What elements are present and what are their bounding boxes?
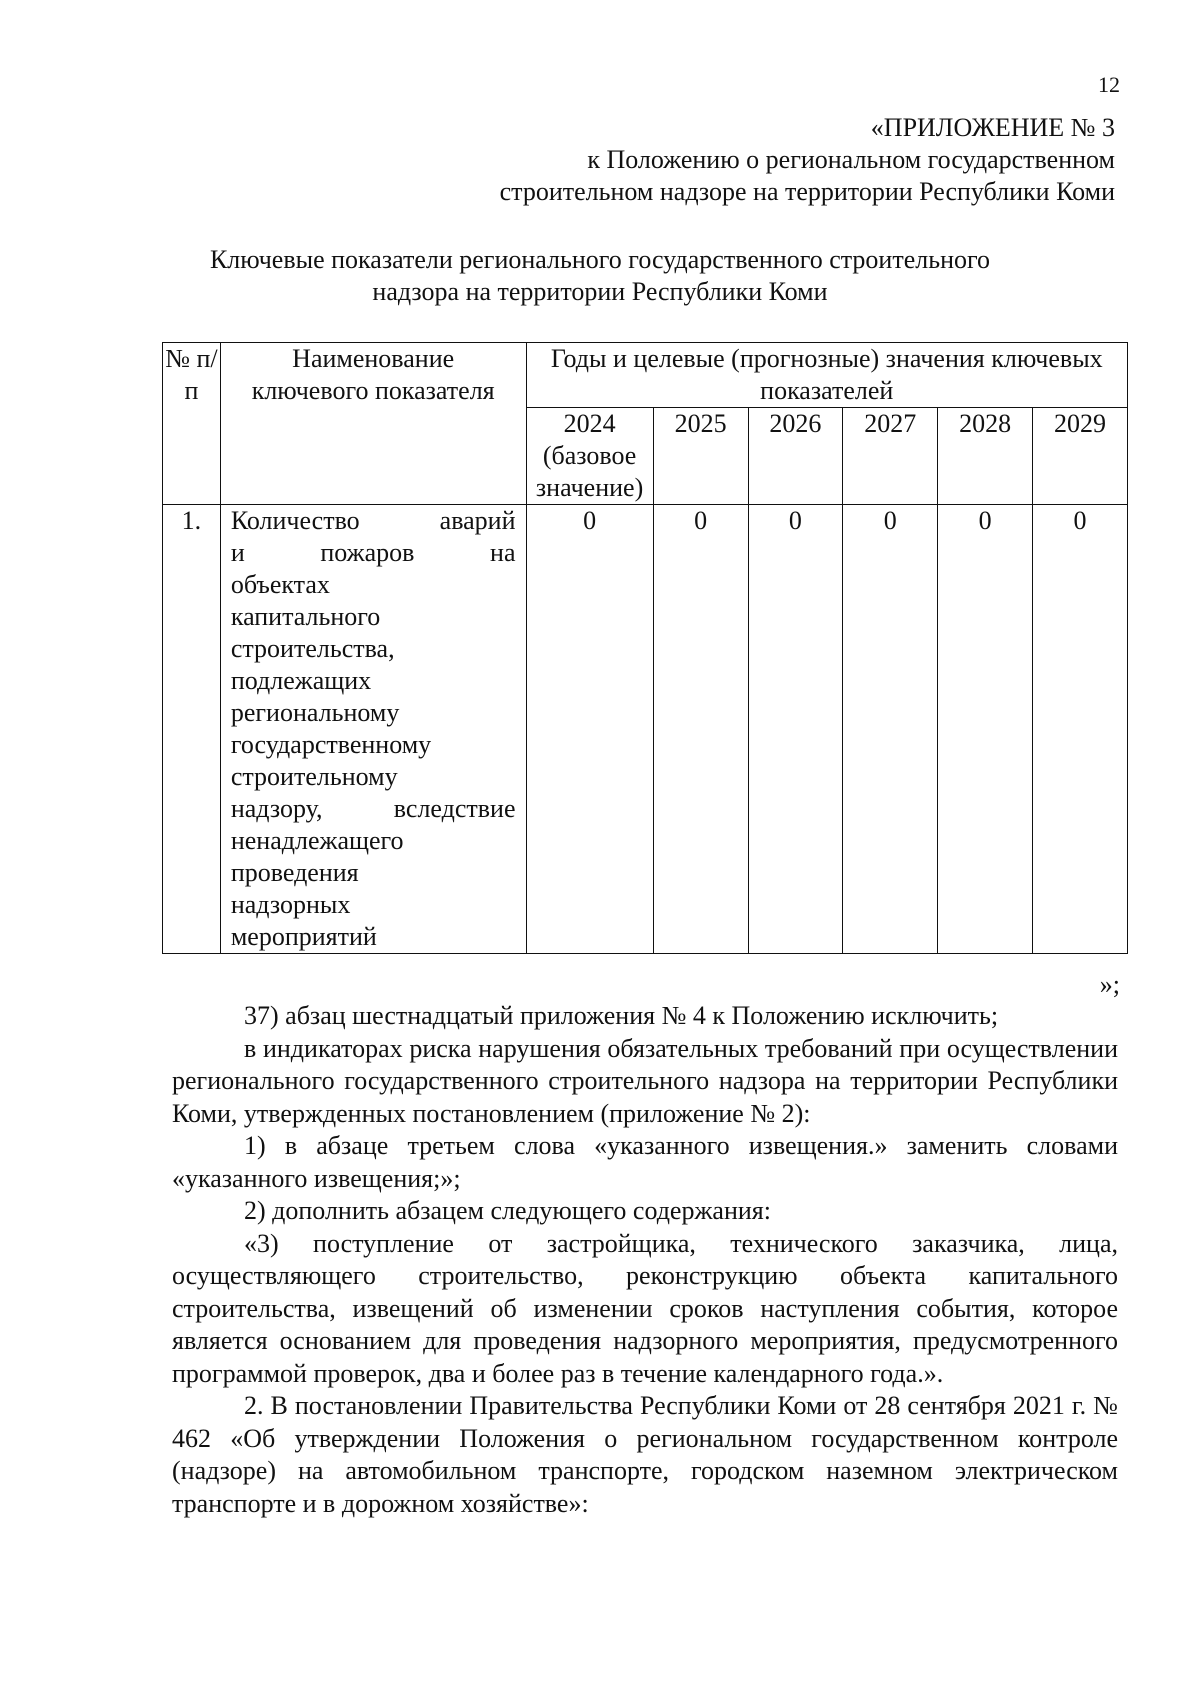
paragraph-item-3: «3) поступление от застройщика, технического заказчика, лица, осуществляющего строительство, реконструкцию объекта капитального строительства, извещений об изменении сроков наступления события, которое является основанием для проведения надзорного мероприятия, предусмотренного программой проверок, два и более раз в течение календарного года.».	[172, 1228, 1118, 1388]
table-row	[163, 505, 1128, 954]
indicator-name-line: надзору, вследствие	[230, 794, 516, 823]
appendix-line-1: «ПРИЛОЖЕНИЕ № 3	[870, 113, 1115, 142]
paragraph-risk-indicators: в индикаторах риска нарушения обязательных требований при осуществлении регионального государственного строительного надзора на территории Республики Коми, утвержденных постановлением (приложение № 2):	[172, 1033, 1118, 1128]
appendix-header	[500, 112, 1115, 208]
body-text	[172, 1000, 1118, 1520]
paragraph-37: 37) абзац шестнадцатый приложения № 4 к Положению исключить;	[244, 1001, 999, 1030]
paragraph-section-2: 2. В постановлении Правительства Республики Коми от 28 сентября 2021 г. № 462 «Об утверждении Положения о региональном государственном контроле (надзоре) на автомобильном транспорте, городском наземном электрическом транспорте и в дорожном хозяйстве»:	[172, 1391, 1118, 1518]
indicator-name-line: Количество аварий	[230, 506, 516, 535]
year-cell: 2029	[1033, 408, 1128, 505]
title-line-2: надзора на территории Республики Коми	[372, 277, 828, 306]
year-cell: 2026	[748, 408, 843, 505]
indicator-name-line: государственному	[230, 730, 432, 759]
indicator-name-line: надзорных	[230, 890, 351, 919]
value-cell: 0	[843, 505, 938, 954]
value-cell: 0	[938, 505, 1033, 954]
indicator-name	[220, 505, 526, 954]
key-indicators-table	[162, 342, 1128, 954]
indicator-name-line: капитального	[230, 602, 381, 631]
title-line-1: Ключевые показатели регионального государственного строительного	[209, 245, 991, 274]
header-indicator-name: Наименование ключевого показателя	[220, 343, 526, 505]
paragraph-item-2: 2) дополнить абзацем следующего содержания:	[244, 1196, 771, 1225]
indicator-name-line: объектах	[230, 570, 330, 599]
table-header-row	[163, 343, 1128, 408]
indicator-name-line: строительному	[230, 762, 398, 791]
appendix-line-2: к Положению о региональном государственном	[587, 145, 1115, 174]
value-cell: 0	[526, 505, 653, 954]
page-number: 12	[1098, 72, 1120, 97]
year-cell: 2028	[938, 408, 1033, 505]
value-cell: 0	[748, 505, 843, 954]
header-years-group: Годы и целевые (прогнозные) значения ключевых показателей	[526, 343, 1128, 408]
value-cell: 0	[1033, 505, 1128, 954]
indicator-name-line: проведения	[230, 858, 359, 887]
value-cell: 0	[653, 505, 748, 954]
year-cell: 2025	[653, 408, 748, 505]
header-num: № п/п	[163, 343, 221, 505]
appendix-line-3: строительном надзоре на территории Республики Коми	[499, 177, 1115, 206]
closing-quote: »;	[1099, 970, 1120, 999]
indicator-name-line: ненадлежащего	[230, 826, 404, 855]
indicator-name-line: и пожаров на	[230, 538, 516, 567]
document-title	[140, 244, 1060, 308]
row-number: 1.	[163, 505, 221, 954]
indicator-name-line: строительства,	[230, 634, 395, 663]
year-cell: 2027	[843, 408, 938, 505]
indicator-name-line: подлежащих	[230, 666, 372, 695]
paragraph-item-1: 1) в абзаце третьем слова «указанного извещения.» заменить словами «указанного извещения;»;	[172, 1131, 1118, 1193]
indicator-name-line: мероприятий	[230, 922, 377, 951]
indicator-name-line: региональному	[230, 698, 400, 727]
year-cell: 2024 (базовое значение)	[526, 408, 653, 505]
